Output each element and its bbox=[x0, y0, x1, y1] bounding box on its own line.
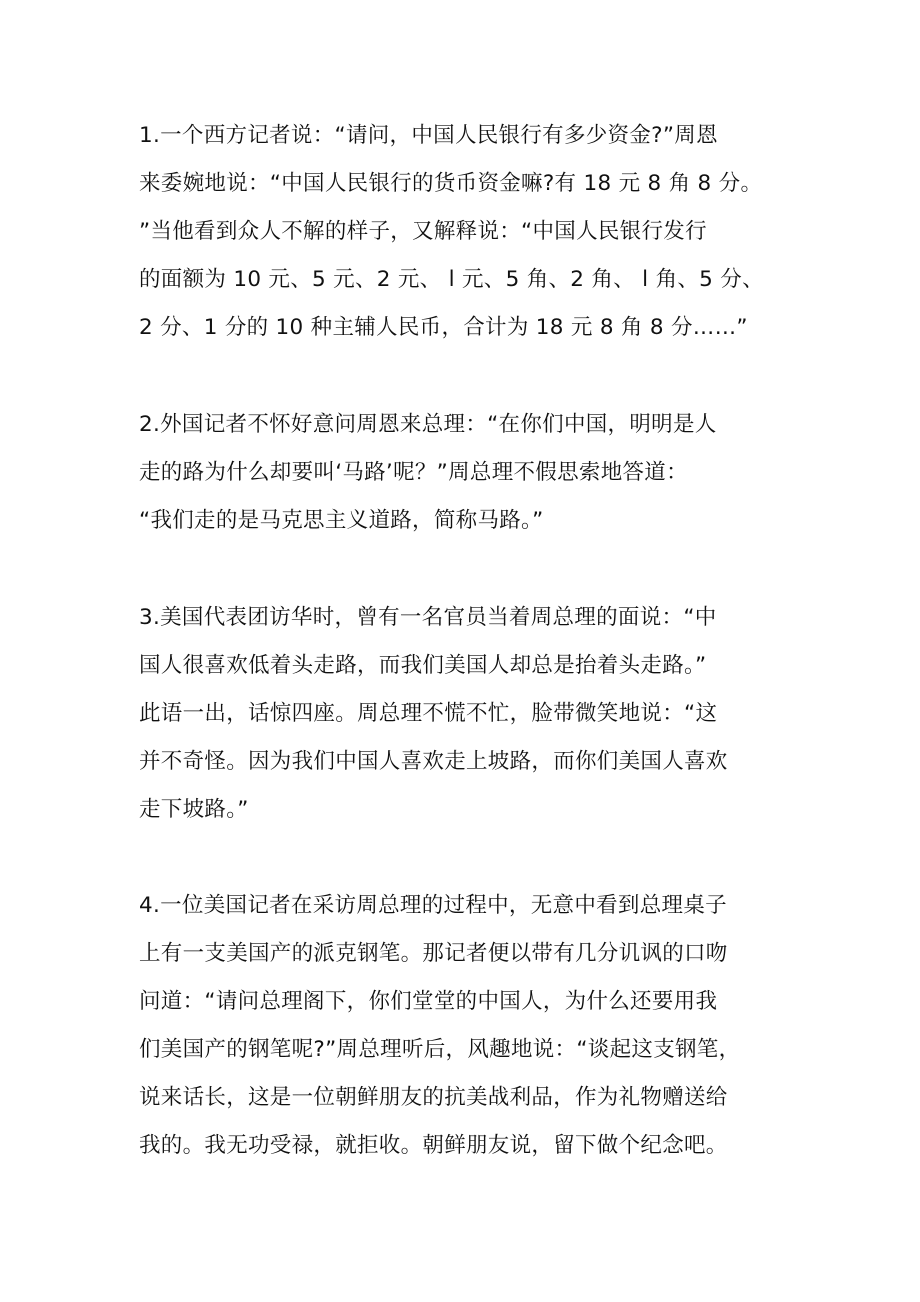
paragraph-2 bbox=[139, 401, 789, 545]
text-line: 上有一支美国产的派克钢笔。那记者便以带有几分讥讽的口吻 bbox=[139, 941, 728, 966]
text-line: 问道：“请问总理阁下，你们堂堂的中国人，为什么还要用我 bbox=[139, 989, 718, 1014]
text-line: 的面额为 10 元、5 元、2 元、 l 元、5 角、2 角、 l 角、5 分、 bbox=[139, 267, 764, 292]
text-line: 我的。我无功受禄，就拒收。朝鲜朋友说，留下做个纪念吧。 bbox=[139, 1133, 728, 1158]
text-line: 2 分、1 分的 10 种主辅人民币，合计为 18 元 8 角 8 分……” bbox=[139, 315, 748, 340]
text-line: 4.一位美国记者在采访周总理的过程中，无意中看到总理桌子 bbox=[139, 893, 727, 918]
text-line: 来委婉地说：“中国人民银行的货币资金嘛?有 18 元 8 角 8 分。 bbox=[139, 171, 763, 196]
text-line: 们美国产的钢笔呢?”周总理听后，风趣地说：“谈起这支钢笔， bbox=[139, 1037, 741, 1062]
text-line: 2.外国记者不怀好意问周恩来总理：“在你们中国，明明是人 bbox=[139, 412, 717, 437]
text-line: 走下坡路。” bbox=[139, 797, 249, 822]
text-line: 走的路为什么却要叫‘马路’呢？”周总理不假思索地答道： bbox=[139, 460, 688, 485]
text-line: 3.美国代表团访华时，曾有一名官员当着周总理的面说：“中 bbox=[139, 605, 717, 630]
text-line: “我们走的是马克思主义道路，简称马路。” bbox=[139, 508, 544, 533]
paragraph-1 bbox=[139, 112, 789, 352]
text-line: 说来话长，这是一位朝鲜朋友的抗美战利品，作为礼物赠送给 bbox=[139, 1085, 728, 1110]
text-line: 此语一出，话惊四座。周总理不慌不忙，脸带微笑地说：“这 bbox=[139, 701, 718, 726]
text-line: 国人很喜欢低着头走路，而我们美国人却总是抬着头走路。” bbox=[139, 653, 707, 678]
text-line: 并不奇怪。因为我们中国人喜欢走上坡路，而你们美国人喜欢 bbox=[139, 749, 728, 774]
text-line: 1.一个西方记者说：“请问，中国人民银行有多少资金?”周恩 bbox=[139, 123, 718, 148]
paragraph-4 bbox=[139, 882, 789, 1170]
paragraph-3 bbox=[139, 594, 789, 834]
text-line: ”当他看到众人不解的样子，又解释说：“中国人民银行发行 bbox=[139, 219, 707, 244]
